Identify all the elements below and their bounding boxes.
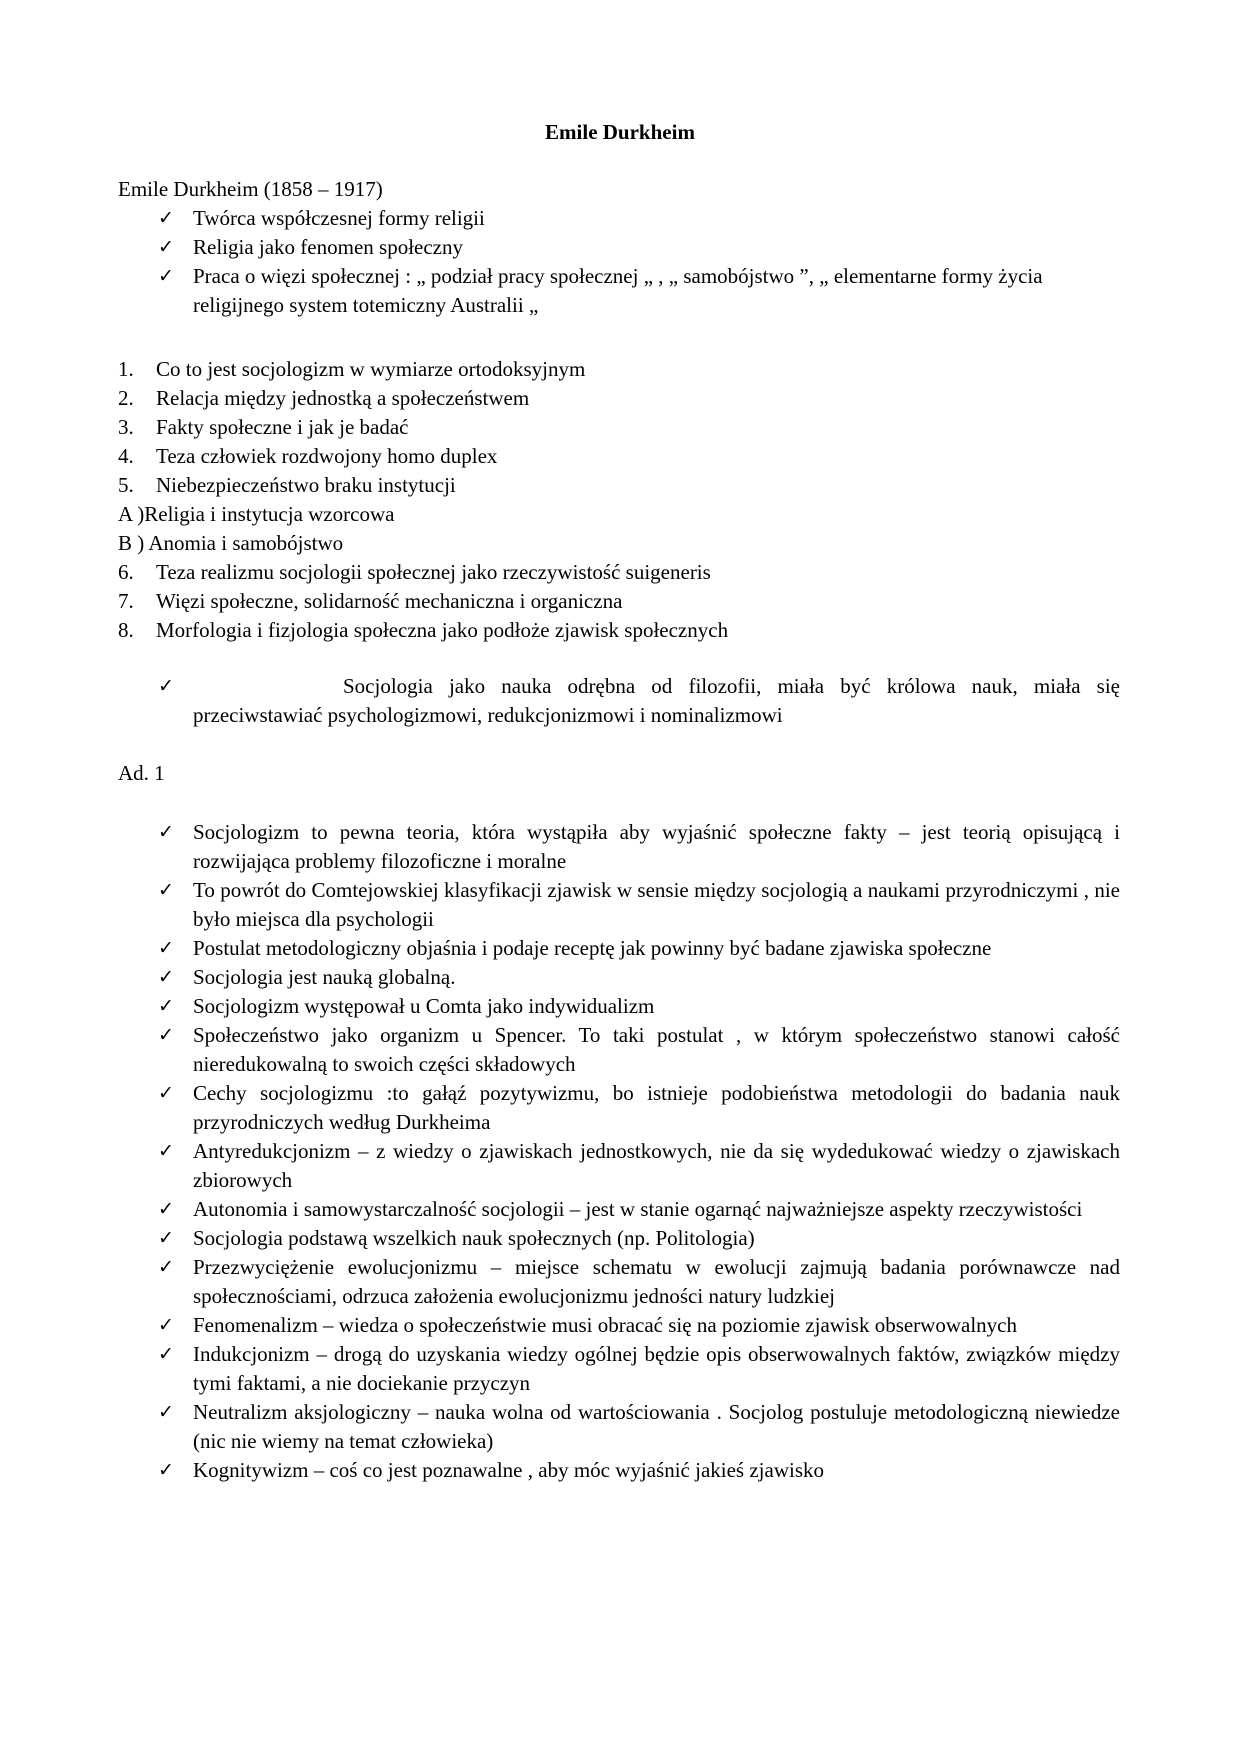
checkmark-icon: ✓ (158, 1025, 174, 1046)
list-item: ✓ Antyredukcjonizm – z wiedzy o zjawiskach jednostkowych, nie da się wydedukować wiedzy o zjawiskach zbiorowych (158, 1139, 1120, 1192)
section-heading: Ad. 1 (118, 761, 165, 785)
outline-item: 1. Co to jest socjologizm w wymiarze ortodoksyjnym (118, 357, 586, 381)
outline-sub-item: B ) Anomia i samobójstwo (118, 531, 344, 555)
checkmark-icon: ✓ (158, 938, 174, 959)
list-item: ✓ Autonomia i samowystarczalność socjologii – jest w stanie ogarnąć najważniejsze aspekty rzeczywistości (118, 1195, 1120, 1224)
checkmark-icon: ✓ (158, 1257, 174, 1278)
list-item: ✓ To powrót do Comtejowskiej klasyfikacji zjawisk w sensie między socjologią a naukami przyrodniczymi , nie było miejsca dla psychologii (158, 878, 1120, 931)
checkmark-icon: ✓ (158, 996, 174, 1017)
checkmark-icon: ✓ (158, 1141, 174, 1162)
note-section (118, 672, 1120, 730)
outline-item: 7. Więzi społeczne, solidarność mechaniczna i organiczna (118, 589, 623, 613)
checkmark-icon: ✓ (158, 967, 174, 988)
checkmark-icon: ✓ (158, 1083, 174, 1104)
checkmark-icon: ✓ (158, 237, 174, 258)
checkmark-icon: ✓ (158, 1460, 174, 1481)
outline-item: 6. Teza realizmu socjologii społecznej jako rzeczywistość suigeneris (118, 560, 711, 584)
ad1-bullet-list (118, 818, 1120, 1485)
checkmark-icon: ✓ (158, 266, 174, 287)
document-title: Emile Durkheim (545, 120, 695, 144)
list-item: ✓ Cechy socjologizmu :to gałąź pozytywizmu, bo istnieje podobieństwa metodologii do badania nauk przyrodniczych według Durkheima (158, 1081, 1120, 1134)
outline-item: 8. Morfologia i fizjologia społeczna jako podłoże zjawisk społecznych (118, 618, 729, 642)
checkmark-icon: ✓ (158, 676, 174, 697)
list-item: ✓ Kognitywizm – coś co jest poznawalne , aby móc wyjaśnić jakieś zjawisko (118, 1456, 1120, 1485)
list-item: ✓ Przezwyciężenie ewolucjonizmu – miejsce schematu w ewolucji zajmują badania porównawcze nad społecznościami, odrzuca założenia ewolucjonizmu jedności natury ludzkiej (158, 1255, 1120, 1308)
list-item: ✓ Neutralizm aksjologiczny – nauka wolna od wartościowania . Socjolog postuluje metodologiczną niewiedze (nic nie wiemy na temat człowieka) (158, 1400, 1120, 1453)
list-item: ✓ Fenomenalizm – wiedza o społeczeństwie musi obracać się na poziomie zjawisk obserwowalnych (118, 1311, 1120, 1340)
outline-item: 2. Relacja między jednostką a społeczeństwem (118, 386, 530, 410)
intro-bullet-list (118, 204, 1120, 320)
note-list (118, 672, 1120, 730)
checkmark-icon: ✓ (158, 880, 174, 901)
outline-list-continued (118, 558, 1120, 645)
checkmark-icon: ✓ (158, 1344, 174, 1365)
outline-item: 5. Niebezpieczeństwo braku instytucji (118, 473, 456, 497)
list-item: ✓ Socjologia podstawą wszelkich nauk społecznych (np. Politologia) (118, 1224, 1120, 1253)
list-item: ✓ Postulat metodologiczny objaśnia i podaje receptę jak powinny być badane zjawiska społeczne (118, 934, 1120, 963)
checkmark-icon: ✓ (158, 1402, 174, 1423)
outline-section (118, 355, 1120, 645)
checkmark-icon: ✓ (158, 1199, 174, 1220)
outline-item: 3. Fakty społeczne i jak je badać (118, 415, 409, 439)
list-item: ✓ Religia jako fenomen społeczny (118, 233, 1120, 262)
list-item: ✓ Socjologia jest nauką globalną. (118, 963, 1120, 992)
list-item: ✓ Socjologizm występował u Comta jako indywidualizm (118, 992, 1120, 1021)
list-item: ✓ Społeczeństwo jako organizm u Spencer. To taki postulat , w którym społeczeństwo stanowi całość nieredukowalną to swoich części składowych (158, 1023, 1120, 1076)
checkmark-icon: ✓ (158, 1315, 174, 1336)
list-item: ✓ Praca o więzi społecznej : „ podział pracy społecznej „ , „ samobójstwo ”, „ elementarne formy życia religijnego system totemiczny Australii „ (158, 264, 1043, 317)
list-item: ✓ Indukcjonizm – drogą do uzyskania wiedzy ogólnej będzie opis obserwowalnych faktów, związków między tymi faktami, a nie dociekanie przyczyn (158, 1342, 1120, 1395)
checkmark-icon: ✓ (158, 1228, 174, 1249)
outline-item: 4. Teza człowiek rozdwojony homo duplex (118, 444, 498, 468)
intro-section (118, 175, 1120, 320)
list-item: ✓ Socjologia jako nauka odrębna od filozofii, miała być królowa nauk, miała się przeciwstawiać psychologizmowi, redukcjonizmowi i nominalizmowi (158, 674, 1120, 727)
outline-list (118, 355, 1120, 500)
list-item: ✓ Socjologizm to pewna teoria, która wystąpiła aby wyjaśnić społeczne fakty – jest teorią opisującą i rozwijająca problemy filozoficzne i moralne (158, 820, 1120, 873)
ad1-heading-block (118, 759, 1120, 788)
outline-sub-item: A )Religia i instytucja wzorcowa (118, 502, 395, 526)
checkmark-icon: ✓ (158, 822, 174, 843)
checkmark-icon: ✓ (158, 208, 174, 229)
list-item: ✓ Twórca współczesnej formy religii (118, 204, 1120, 233)
intro-heading: Emile Durkheim (1858 – 1917) (118, 177, 383, 201)
ad1-section (118, 818, 1120, 1485)
